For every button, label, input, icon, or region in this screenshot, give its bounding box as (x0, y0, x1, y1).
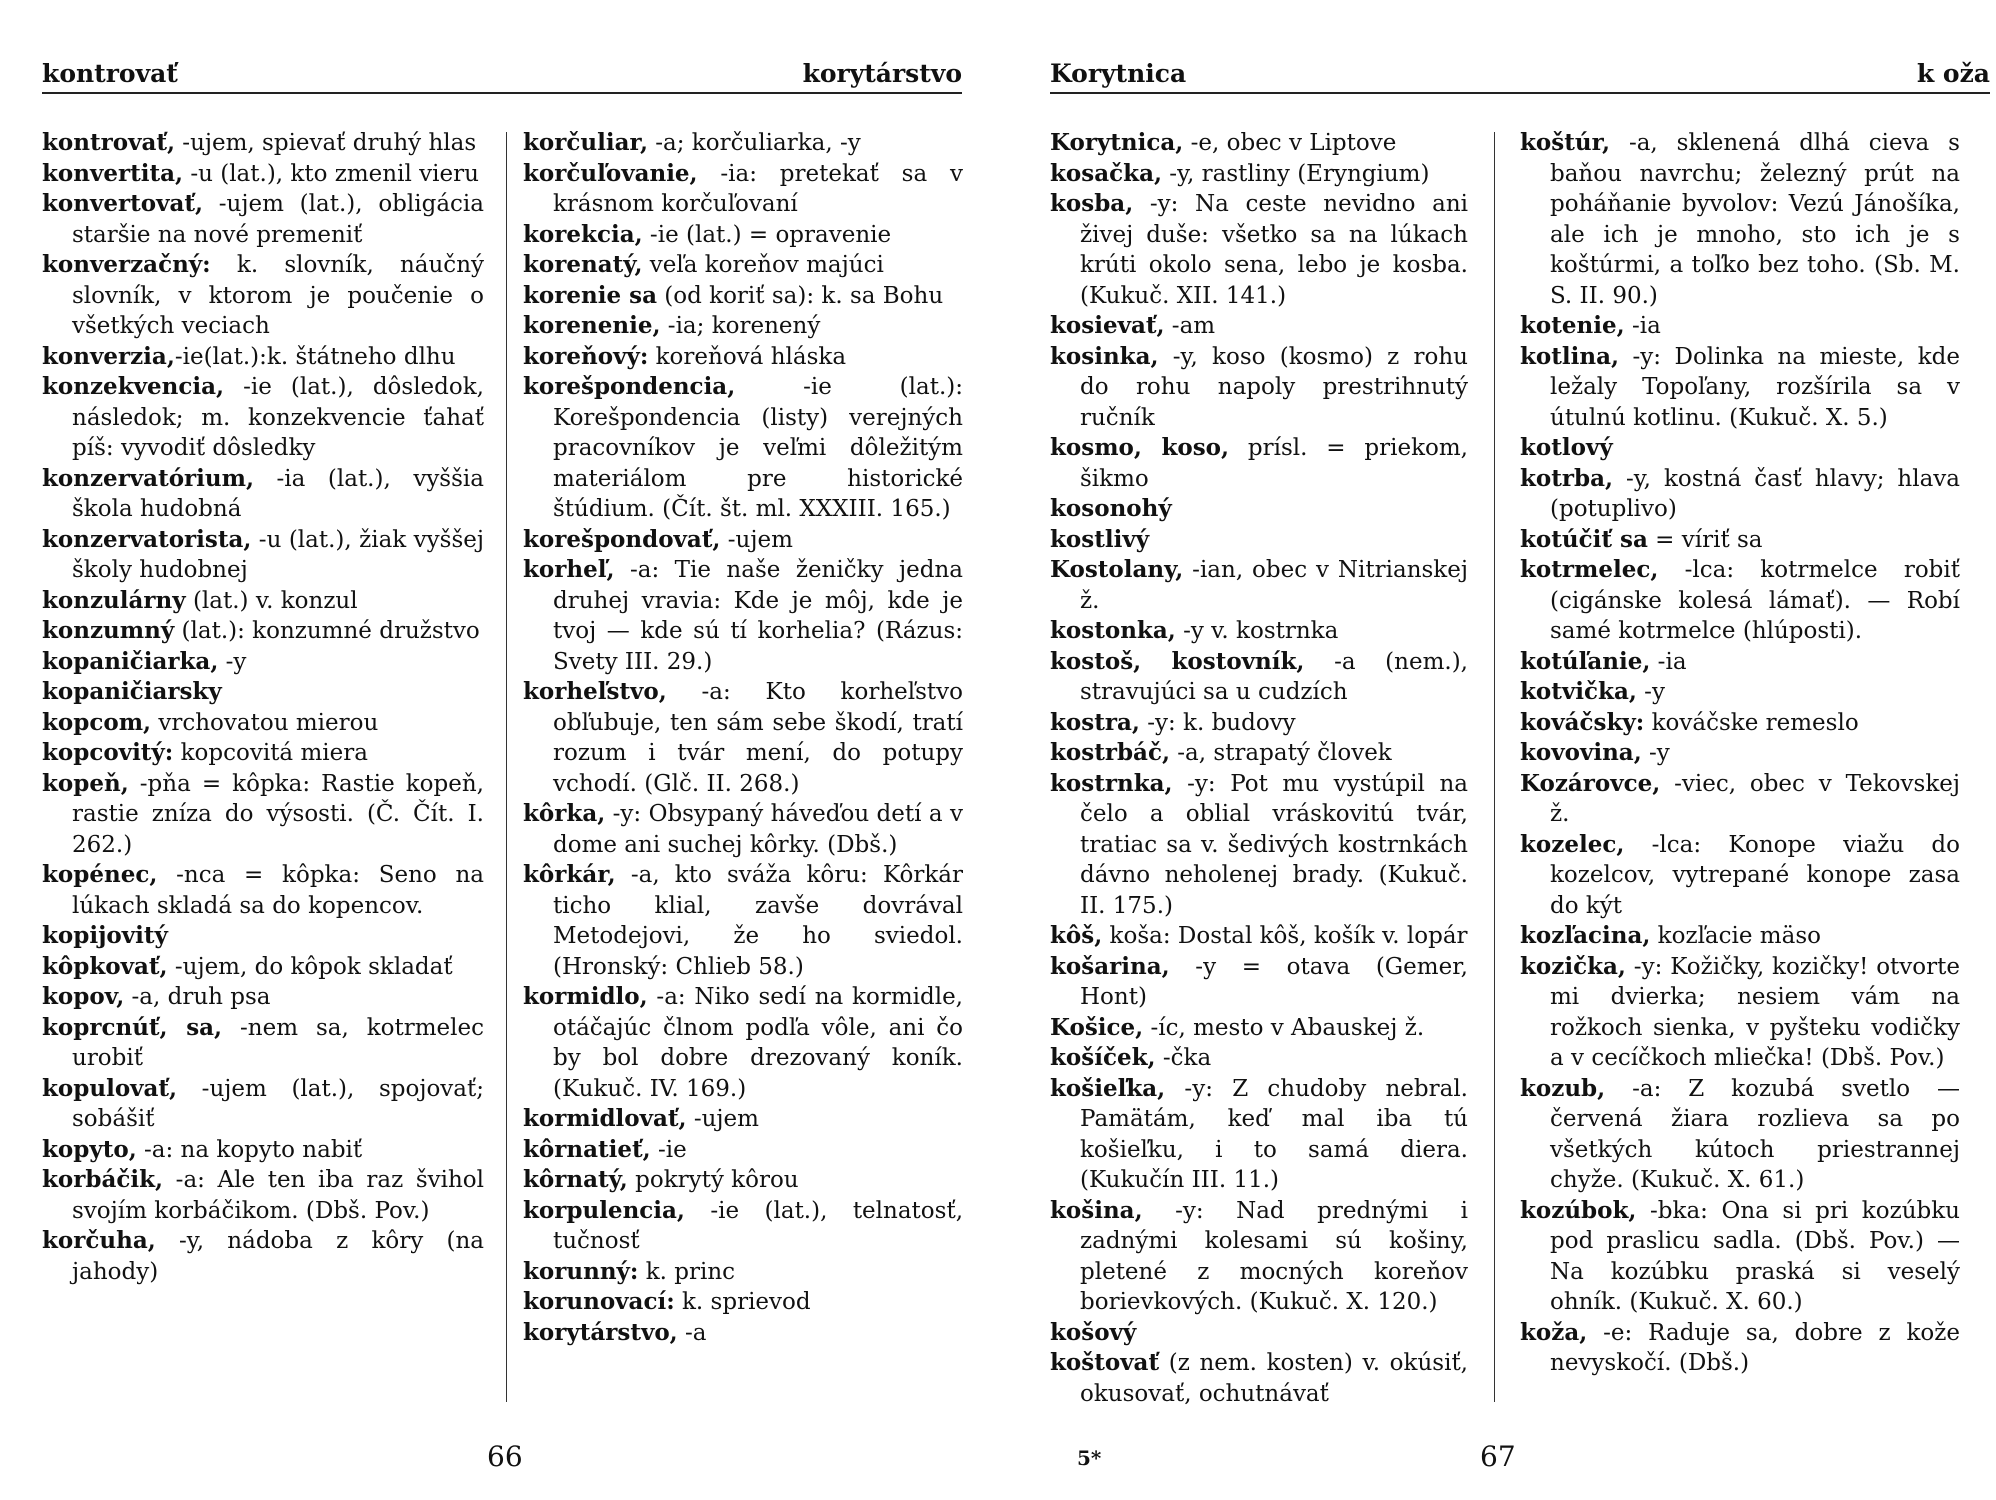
dictionary-entry (1050, 159, 1468, 190)
entry-headword: korčuľovanie, (523, 159, 698, 187)
dictionary-entry (42, 1135, 484, 1166)
entry-headword: kovovina, (1520, 739, 1642, 766)
entry-headword: košový (1050, 1318, 1137, 1346)
page-number: 67 (1480, 1440, 1516, 1473)
entry-definition: -e: Raduje sa, dobre z kože nevyskočí. (Dbš.) (1550, 1319, 1960, 1376)
entry-headword: kostrnka, (1050, 769, 1173, 797)
entry-headword: korenatý, (523, 251, 643, 278)
dictionary-entry (1520, 464, 1960, 525)
entry-headword: kotlový (1520, 434, 1613, 461)
entry-headword: Košice, (1050, 1013, 1144, 1041)
entry-definition: -viec, obec v Tekovskej ž. (1550, 770, 1960, 827)
entry-definition: -lca: kotrmelce robiť (cigánske kolesá lámať). — Robí samé kotrmelce (hlúposti). (1550, 557, 1960, 644)
dictionary-entry (1050, 555, 1468, 616)
entry-definition: -y, rastliny (Eryngium) (1161, 160, 1430, 187)
entry-headword: kotenie, (1520, 312, 1625, 339)
entry-definition: -ia: pretekať sa v krásnom korčuľovaní (553, 160, 963, 217)
entry-definition: -a: na kopyto nabiť (136, 1136, 363, 1163)
header-last-word: k oža (1916, 59, 1990, 88)
entry-definition: -ujem (686, 1106, 759, 1132)
entry-definition: -y (1641, 740, 1670, 766)
dictionary-entry (523, 1257, 963, 1288)
dictionary-entry (1520, 952, 1960, 1074)
entry-definition: (od koriť sa): k. sa Bohu (656, 282, 944, 309)
dictionary-entry (523, 555, 963, 677)
dictionary-entry (42, 982, 484, 1013)
dictionary-column-2 (1520, 128, 1960, 1379)
dictionary-column-1 (42, 128, 484, 1287)
entry-headword: koreňový: (523, 342, 649, 370)
entry-definition: k. sprievod (674, 1289, 811, 1315)
entry-definition: -a: Tie naše ženičky jedna druhej vravia: Kde je môj, kde je tvoj — kde sú tí korhelia? (Rázus: Svety III. 29.) (553, 557, 963, 675)
entry-headword: koprcnúť, sa, (42, 1013, 223, 1041)
dictionary-entry (1050, 1013, 1468, 1044)
entry-definition: -ia (lat.), vyššia škola hudobná (72, 465, 484, 522)
entry-definition: -a, druh psa (124, 984, 271, 1010)
entry-definition: -ia (1650, 648, 1687, 675)
dictionary-entry (42, 647, 484, 678)
entry-headword: kostlivý (1050, 525, 1150, 553)
entry-headword: kopijovitý (42, 922, 168, 949)
dictionary-entry (1050, 616, 1468, 647)
entry-headword: koštovať (1050, 1349, 1160, 1376)
dictionary-entry (42, 250, 484, 342)
dictionary-entry (523, 677, 963, 799)
dictionary-entry (1050, 921, 1468, 952)
entry-definition: -ie(lat.):k. štátneho dlhu (174, 343, 456, 370)
entry-definition: -nem sa, kotrmelec urobiť (72, 1014, 484, 1071)
dictionary-entry (1520, 525, 1960, 556)
entry-definition: -y: Nad prednými i zadnými kolesami sú košiny, pletené z mocných koreňov borievkových. (Kukuč. X. 120.) (1080, 1197, 1468, 1315)
entry-headword: kostrbáč, (1050, 739, 1170, 766)
entry-definition: -a, sklenená dlhá cieva s baňou navrchu; železný prút na poháňanie byvolov: Vezú Jánošíka, ale ich je mnoho, sto ich je s koštúrmi, a toľko bez toho. (Sb. M. S. II. 90.) (1550, 130, 1960, 309)
dictionary-entry (523, 128, 963, 159)
entry-headword: kostonka, (1050, 617, 1176, 644)
dictionary-entry (1050, 708, 1468, 739)
dictionary-entry (1050, 494, 1468, 525)
entry-definition: -a (nem.), stravujúci sa u cudzích (1080, 648, 1468, 705)
entry-definition: -ujem, do kôpok skladať (167, 953, 453, 980)
entry-headword: kotvička, (1520, 678, 1637, 705)
dictionary-entry (1520, 342, 1960, 434)
entry-headword: korčuha, (42, 1227, 156, 1254)
entry-definition: -y: Na ceste nevidno ani živej duše: všetko sa na lúkach krúti okolo sena, lebo je kosba. (Kukuč. XII. 141.) (1080, 191, 1468, 309)
entry-definition: -y v. kostrnka (1175, 618, 1339, 644)
entry-definition: -am (1164, 313, 1216, 339)
entry-headword: korunný: (523, 1257, 639, 1285)
entry-definition: -a: Kto korheľstvo obľubuje, ten sám sebe škodí, tratí rozum i tvár mení, do potupy vchodí. (Glč. II. 268.) (553, 679, 963, 797)
dictionary-entry (1520, 769, 1960, 830)
entry-headword: kováčsky: (1520, 708, 1645, 736)
entry-definition: (lat.) v. konzul (185, 587, 358, 614)
entry-headword: kopeň, (42, 769, 129, 797)
entry-definition: k. princ (638, 1258, 736, 1285)
entry-headword: korheľstvo, (523, 678, 667, 705)
dictionary-entry (42, 128, 484, 159)
entry-definition: -a, kto sváža kôru: Kôrkár ticho klial, zavše dovrával Metodejovi, že ho sviedol. (Hronský: Chlieb 58.) (553, 862, 963, 980)
entry-definition: prísl. = priekom, šikmo (1080, 435, 1468, 492)
page-number: 66 (487, 1440, 523, 1473)
entry-headword: kôrnatieť, (523, 1135, 651, 1163)
dictionary-entry (1050, 1318, 1468, 1349)
entry-headword: kotúčiť sa (1520, 525, 1648, 553)
dictionary-entry (1520, 128, 1960, 311)
header-first-word: Korytnica (1050, 59, 1187, 88)
entry-definition: -ia; korenený (660, 313, 821, 339)
entry-definition: -y: Pot mu vystúpil na čelo a oblial vráskovitú tvár, tratiac sa v. šedivých kostrnkách dávno neholenej brady. (Kukuč. II. 175.) (1080, 770, 1468, 919)
entry-definition: kozľacie mäso (1650, 923, 1821, 949)
dictionary-entry (1520, 921, 1960, 952)
running-header (1050, 52, 1990, 94)
entry-headword: konverzia, (42, 342, 175, 370)
entry-headword: konzervatórium, (42, 464, 254, 492)
entry-headword: kormidlovať, (523, 1105, 687, 1132)
dictionary-entry (1520, 830, 1960, 922)
dictionary-entry (523, 1287, 963, 1318)
entry-headword: konzekvencia, (42, 373, 225, 400)
entry-headword: kotrmelec, (1520, 556, 1659, 583)
entry-headword: korenenie, (523, 312, 661, 339)
dictionary-column-2 (523, 128, 963, 1348)
entry-headword: kosačka, (1050, 159, 1162, 187)
entry-definition: -y (218, 648, 247, 675)
entry-definition: -ie (lat.), telnatosť, tučnosť (553, 1197, 963, 1254)
dictionary-entry (523, 281, 963, 312)
dictionary-entry (1050, 311, 1468, 342)
dictionary-entry (42, 769, 484, 861)
dictionary-entry (42, 1226, 484, 1287)
dictionary-entry (1050, 1074, 1468, 1196)
entry-definition: -čka (1155, 1045, 1212, 1071)
entry-headword: kôpkovať, (42, 952, 168, 980)
entry-definition: -ia (1624, 313, 1661, 339)
entry-headword: kôrkár, (523, 861, 616, 888)
entry-headword: konvertita, (42, 159, 184, 187)
dictionary-entry (1050, 189, 1468, 311)
entry-headword: kopaničiarka, (42, 647, 219, 675)
entry-definition: kopcovitá miera (173, 740, 368, 766)
entry-headword: kopénec, (42, 861, 158, 888)
dictionary-entry (1520, 1318, 1960, 1379)
entry-headword: kôš, (1050, 922, 1103, 949)
entry-headword: kopulovať, (42, 1074, 178, 1102)
dictionary-entry (42, 860, 484, 921)
dictionary-entry (42, 372, 484, 464)
entry-headword: kontrovať, (42, 129, 175, 156)
dictionary-entry (1050, 128, 1468, 159)
dictionary-entry (42, 616, 484, 647)
dictionary-entry (42, 189, 484, 250)
entry-headword: kopyto, (42, 1135, 137, 1163)
entry-headword: konzumný (42, 617, 175, 644)
dictionary-entry (1050, 342, 1468, 434)
dictionary-entry (1520, 677, 1960, 708)
entry-headword: kotúľanie, (1520, 647, 1651, 675)
running-header (42, 52, 962, 94)
entry-definition: -a: Niko sedí na kormidle, otáčajúc člnom podľa vôle, ani čo by bol dobre drezovaný koník. (Kukuč. IV. 169.) (553, 984, 963, 1102)
entry-definition: -bka: Ona si pri kozúbku pod praslicu sadla. (Dbš. Pov.) — Na kozúbku praská si veselý ohník. (Kukuč. X. 60.) (1550, 1197, 1960, 1315)
entry-definition: (lat.): konzumné družstvo (174, 618, 480, 644)
entry-definition: -ujem (lat.), spojovať; sobášiť (72, 1075, 484, 1132)
entry-headword: košíček, (1050, 1044, 1156, 1071)
entry-headword: kosinka, (1050, 342, 1159, 370)
dictionary-entry (42, 342, 484, 373)
entry-headword: kôrnatý, (523, 1166, 628, 1193)
dictionary-entry (523, 159, 963, 220)
dictionary-entry (523, 250, 963, 281)
entry-headword: kormidlo, (523, 983, 648, 1010)
entry-definition: -ie (lat.) = opravenie (642, 221, 892, 248)
entry-definition: -y, koso (kosmo) z rohu do rohu napoly prestrihnutý ručník (1080, 343, 1468, 431)
entry-definition: -a: Ale ten iba raz švihol svojím korbáčikom. (Dbš. Pov.) (72, 1167, 484, 1224)
dictionary-entry (42, 464, 484, 525)
entry-definition: -y, kostná časť hlavy; hlava (potuplivo) (1550, 465, 1960, 522)
entry-headword: konvertovať, (42, 190, 203, 217)
dictionary-entry (523, 311, 963, 342)
dictionary-entry (42, 1013, 484, 1074)
entry-definition: -ie (lat.), dôsledok, následok; m. konzekvencie ťahať píš: vyvodiť dôsledky (72, 374, 484, 461)
entry-definition: pokrytý kôrou (627, 1167, 799, 1193)
entry-definition: koša: Dostal kôš, košík v. lopár (1102, 923, 1468, 949)
entry-headword: korenie sa (523, 281, 657, 309)
dictionary-entry (1520, 647, 1960, 678)
dictionary-entry (523, 860, 963, 982)
entry-headword: kozička, (1520, 952, 1626, 980)
entry-headword: konverzačný: (42, 251, 211, 278)
entry-headword: kopcom, (42, 708, 152, 736)
dictionary-entry (42, 159, 484, 190)
header-first-word: kontrovať (42, 59, 178, 88)
dictionary-column-1 (1050, 128, 1468, 1409)
entry-definition: -e, obec v Liptove (1183, 130, 1397, 156)
dictionary-entry (1520, 738, 1960, 769)
dictionary-entry (523, 799, 963, 860)
entry-definition: -a, strapatý človek (1169, 740, 1392, 766)
dictionary-entry (1050, 647, 1468, 708)
entry-headword: kozelec, (1520, 830, 1625, 858)
entry-headword: korčuliar, (523, 129, 648, 156)
entry-headword: konzervatorista, (42, 525, 252, 553)
header-last-word: korytárstvo (802, 59, 962, 88)
entry-headword: korunovací: (523, 1288, 675, 1315)
entry-definition: -y: Dolinka na mieste, kde ležaly Topoľany, rozšírila sa v útulnú kotlinu. (Kukuč. X. 5.) (1550, 343, 1960, 431)
entry-definition: -y (1636, 679, 1665, 705)
entry-headword: korekcia, (523, 220, 643, 248)
entry-headword: Korytnica, (1050, 129, 1184, 156)
column-divider (506, 132, 507, 1402)
entry-definition: -íc, mesto v Abauskej ž. (1143, 1014, 1425, 1041)
dictionary-entry (1050, 769, 1468, 922)
entry-definition: -y = otava (Gemer, Hont) (1080, 953, 1468, 1010)
dictionary-entry (1050, 433, 1468, 494)
dictionary-entry (1050, 1348, 1468, 1409)
entry-definition: (z nem. kosten) v. okúsiť, okusovať, ochutnávať (1080, 1350, 1468, 1407)
dictionary-entry (42, 586, 484, 617)
dictionary-entry (523, 982, 963, 1104)
dictionary-entry (523, 1165, 963, 1196)
entry-headword: korešpondovať, (523, 525, 721, 553)
signature-mark: 5* (1077, 1446, 1102, 1470)
entry-headword: korytárstvo, (523, 1318, 678, 1346)
entry-definition: -ian, obec v Nitrianskej ž. (1080, 557, 1468, 614)
entry-headword: kopaničiarsky (42, 678, 222, 705)
entry-definition: -y: Obsypaný háveďou detí a v dome ani suchej kôrky. (Dbš.) (553, 801, 963, 858)
entry-headword: korpulencia, (523, 1196, 685, 1224)
dictionary-entry (1050, 738, 1468, 769)
dictionary-entry (42, 525, 484, 586)
entry-definition: -ujem (lat.), obligácia staršie na nové premeniť (72, 191, 484, 248)
entry-headword: Kostolany, (1050, 556, 1184, 583)
entry-definition: -ie (650, 1136, 687, 1163)
entry-headword: kozúbok, (1520, 1196, 1637, 1224)
right-page (1000, 0, 1996, 1500)
entry-definition: -y: Z chudoby nebral. Pamätám, keď mal iba tú košieľku, i to samá diera. (Kukučín III. 11.) (1080, 1075, 1468, 1193)
entry-headword: kosievať, (1050, 312, 1165, 339)
dictionary-entry (42, 1074, 484, 1135)
entry-definition: -a (677, 1319, 707, 1346)
dictionary-entry (523, 525, 963, 556)
dictionary-entry (1050, 1043, 1468, 1074)
entry-headword: kosonohý (1050, 495, 1172, 522)
entry-definition: -y: k. budovy (1139, 709, 1296, 736)
dictionary-entry (1520, 311, 1960, 342)
entry-headword: koža, (1520, 1318, 1588, 1346)
entry-headword: kosmo, koso, (1050, 434, 1230, 461)
entry-headword: konzulárny (42, 586, 186, 614)
entry-headword: kotrba, (1520, 464, 1614, 492)
entry-definition: -y: Kožičky, kozičky! otvorte mi dvierka; nesiem vám na rožkoch sienka, v pyšteku vodičky a v cecíčkoch mliečka! (Dbš. Pov.) (1550, 953, 1960, 1071)
dictionary-entry (42, 677, 484, 708)
dictionary-entry (42, 952, 484, 983)
entry-headword: korbáčik, (42, 1166, 164, 1193)
entry-headword: kostoš, kostovník, (1050, 647, 1305, 675)
dictionary-entry (523, 220, 963, 251)
entry-definition: veľa koreňov majúci (642, 252, 884, 278)
entry-definition: k. slovník, náučný slovník, v ktorom je poučenie o všetkých veciach (72, 252, 484, 339)
entry-definition: = víriť sa (1647, 526, 1763, 553)
entry-headword: košina, (1050, 1196, 1143, 1224)
entry-definition: -u (lat.), žiak vyššej školy hudobnej (72, 526, 484, 583)
dictionary-entry (42, 738, 484, 769)
entry-definition: -pňa = kôpka: Rastie kopeň, rastie zníza do výsosti. (Č. Čít. I. 262.) (72, 770, 484, 858)
dictionary-entry (1520, 555, 1960, 647)
entry-headword: kopcovitý: (42, 739, 174, 766)
entry-headword: kosba, (1050, 190, 1134, 217)
dictionary-entry (523, 342, 963, 373)
entry-definition: -u (lat.), kto zmenil vieru (183, 160, 479, 187)
entry-definition: koreňová hláska (648, 343, 847, 370)
dictionary-entry (523, 1318, 963, 1349)
entry-definition: -ie (lat.): Korešpondencia (listy) verejných pracovníkov je veľmi dôležitým materiálom pre historické štúdium. (Čít. št. ml. XXXIII. 165.) (553, 374, 963, 522)
entry-headword: košarina, (1050, 952, 1170, 980)
entry-headword: kozub, (1520, 1074, 1606, 1102)
entry-definition: -ujem, spievať druhý hlas (174, 130, 477, 156)
dictionary-entry (1050, 1196, 1468, 1318)
dictionary-entry (1520, 433, 1960, 464)
dictionary-entry (1050, 525, 1468, 556)
entry-definition: kováčske remeslo (1644, 709, 1859, 736)
entry-headword: kostra, (1050, 708, 1140, 736)
dictionary-entry (523, 372, 963, 525)
dictionary-entry (42, 708, 484, 739)
dictionary-entry (42, 1165, 484, 1226)
entry-definition: -a; korčuliarka, -y (647, 130, 861, 156)
dictionary-entry (1050, 952, 1468, 1013)
entry-headword: korešpondencia, (523, 373, 736, 400)
entry-headword: koštúr, (1520, 129, 1611, 156)
dictionary-entry (1520, 708, 1960, 739)
entry-definition: -lca: Konope viažu do kozelcov, vytrepané konope zasa do kýt (1550, 831, 1960, 919)
column-divider (1494, 132, 1495, 1402)
dictionary-entry (523, 1104, 963, 1135)
entry-definition: -ujem (720, 526, 793, 553)
dictionary-entry (1520, 1074, 1960, 1196)
entry-definition: -a: Z kozubá svetlo — červená žiara rozlieva sa po všetkých kútoch priestrannej chyže. (Kukuč. X. 61.) (1550, 1075, 1960, 1193)
entry-definition: vrchovatou mierou (151, 709, 379, 736)
entry-headword: kopov, (42, 983, 125, 1010)
dictionary-entry (42, 921, 484, 952)
entry-headword: Kozárovce, (1520, 769, 1661, 797)
entry-definition: -y, nádoba z kôry (na jahody) (72, 1228, 484, 1285)
entry-headword: kotlina, (1520, 342, 1620, 370)
dictionary-entry (523, 1135, 963, 1166)
entry-headword: kôrka, (523, 800, 606, 827)
entry-definition: -nca = kôpka: Seno na lúkach skladá sa do kopencov. (72, 862, 484, 919)
entry-headword: korheľ, (523, 556, 615, 583)
entry-headword: kozľacina, (1520, 922, 1651, 949)
dictionary-entry (1520, 1196, 1960, 1318)
entry-headword: košieľka, (1050, 1074, 1166, 1102)
dictionary-entry (523, 1196, 963, 1257)
